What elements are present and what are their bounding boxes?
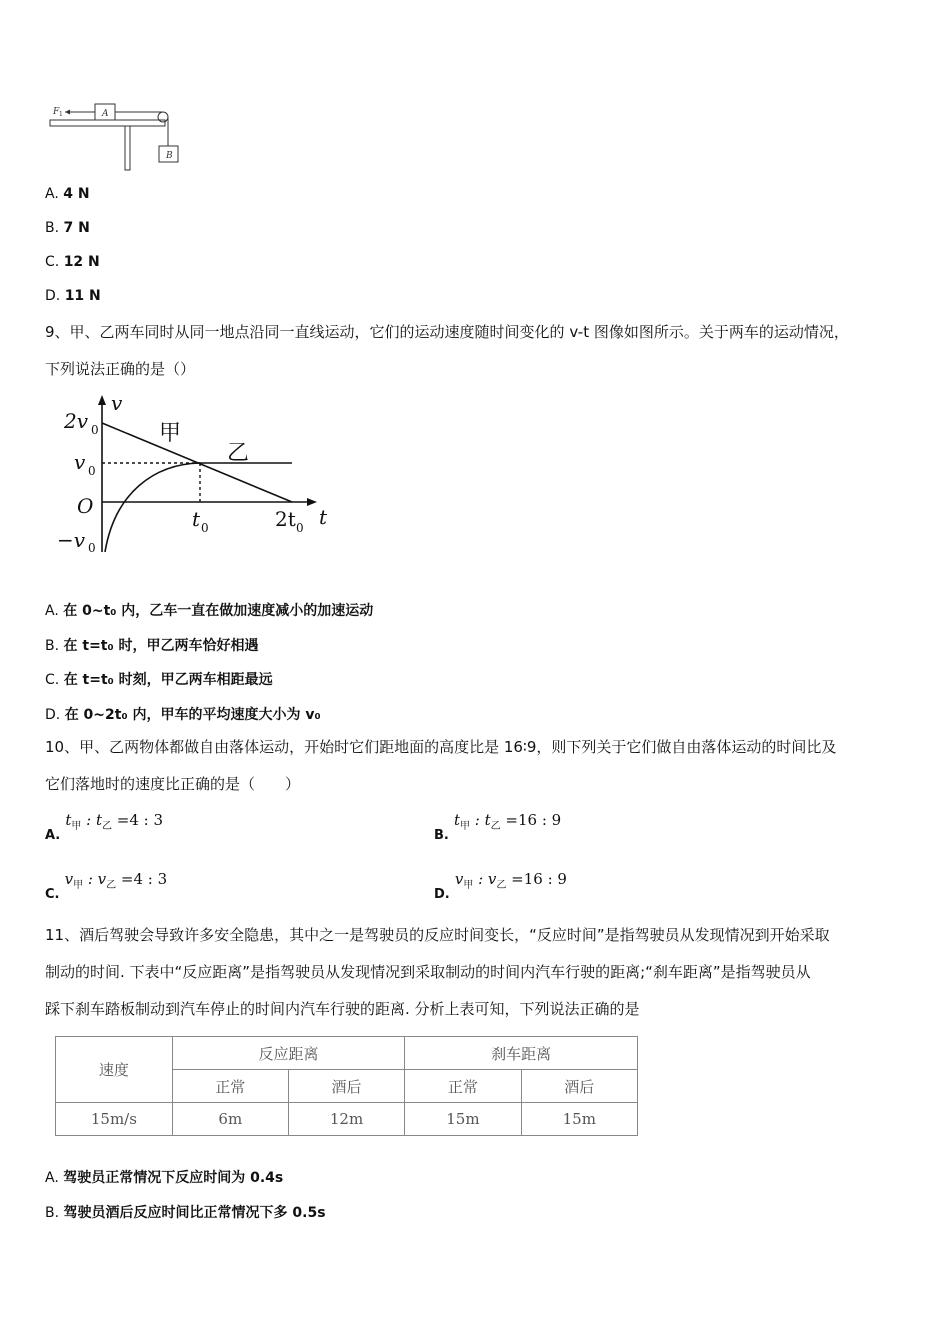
header-reaction-normal: 正常 (172, 1070, 288, 1103)
q8-option-c: C. 12 N (45, 254, 100, 270)
block-b-label: B (166, 151, 173, 161)
cell-speed: 15m/s (56, 1103, 173, 1136)
cell-braking-drunk: 15m (521, 1103, 637, 1136)
x-arrow (307, 498, 317, 506)
q10-stem-line1: 10、甲、乙两物体都做自由落体运动，开始时它们距地面的高度比是 16∶9，则下列关于它们做自由落体运动的时间比及 (45, 738, 837, 756)
q10-stem-line2: 它们落地时的速度比正确的是（ ） (45, 775, 301, 793)
force-subscript: 1 (59, 111, 63, 118)
y-axis-label: v (111, 392, 123, 415)
q9-option-a: A. 在 0~t₀ 内，乙车一直在做加速度减小的加速运动 (45, 603, 374, 619)
force-label: F (53, 107, 60, 117)
q9-option-d: D. 在 0~2t₀ 内，甲车的平均速度大小为 v₀ (45, 707, 321, 723)
q11-stem-line2: 制动的时间. 下表中“反应距离”是指驾驶员从发现情况到采取制动的时间内汽车行驶的距离;“刹车距离”是指驾驶员从 (45, 963, 811, 981)
cell-braking-normal: 15m (405, 1103, 521, 1136)
q11-stem-line1: 11、酒后驾驶会导致许多安全隐患，其中之一是驾驶员的反应时间变长，“反应时间”是指驾驶员从发现情况到开始采取 (45, 926, 830, 944)
header-speed: 速度 (56, 1037, 173, 1103)
pulley-diagram (45, 98, 185, 172)
q8-option-a: A. 4 N (45, 186, 90, 202)
q8-option-d: D. 11 N (45, 288, 101, 304)
q10-option-d: $_{D.}$ $v_甲$ : $v_乙 =16$ : 9 (434, 870, 567, 902)
tick-2v0-sub: 0 (91, 423, 99, 437)
tick-neg-v0: −v (57, 528, 86, 552)
tick-t0: t (192, 507, 201, 531)
label-yi: 乙 (227, 441, 250, 466)
vt-graph (55, 392, 345, 562)
tick-v0-sub: 0 (88, 464, 96, 478)
tick-2t0: 2t (275, 507, 296, 531)
tick-v0: v (74, 450, 86, 474)
tick-2t0-sub: 0 (296, 521, 304, 535)
q10-option-a: $_{A.}$ $t_甲$ : $t_乙 =4$ : 3 (45, 811, 164, 843)
table-row (56, 1103, 638, 1136)
y-arrow (98, 395, 106, 405)
q10-option-c: $_{C.}$ $v_甲$ : $v_乙 =4$ : 3 (45, 870, 168, 902)
tick-neg-v0-sub: 0 (88, 541, 96, 555)
label-jia: 甲 (159, 421, 182, 446)
header-braking: 刹车距离 (405, 1037, 638, 1070)
force-arrow-head (65, 110, 70, 115)
header-braking-drunk: 酒后 (521, 1070, 637, 1103)
origin-label: O (77, 494, 94, 518)
q8-option-b: B. 7 N (45, 220, 90, 236)
x-axis-label: t (319, 505, 328, 529)
table-leg (125, 126, 130, 170)
header-reaction-drunk: 酒后 (288, 1070, 404, 1103)
block-a-label: A (102, 109, 109, 119)
curve-yi (105, 463, 200, 552)
cell-reaction-normal: 6m (172, 1103, 288, 1136)
cell-reaction-drunk: 12m (288, 1103, 404, 1136)
q9-stem-line1: 9、甲、乙两车同时从同一地点沿同一直线运动，它们的运动速度随时间变化的 v-t 图像如图所示。关于两车的运动情况， (45, 323, 849, 341)
table-surface (50, 120, 165, 126)
tick-t0-sub: 0 (201, 521, 209, 535)
header-reaction: 反应距离 (172, 1037, 404, 1070)
q9-option-b: B. 在 t=t₀ 时，甲乙两车恰好相遇 (45, 638, 259, 654)
q11-option-b: B. 驾驶员酒后反应时间比正常情况下多 0.5s (45, 1205, 326, 1221)
tick-2v0: 2v (64, 409, 89, 433)
q11-option-a: A. 驾驶员正常情况下反应时间为 0.4s (45, 1170, 284, 1186)
header-braking-normal: 正常 (405, 1070, 521, 1103)
q11-stem-line3: 踩下刹车踏板制动到汽车停止的时间内汽车行驶的距离. 分析上表可知，下列说法正确的是 (45, 1000, 640, 1018)
q10-option-b: $_{B.}$ $t_甲$ : $t_乙 =16$ : 9 (434, 811, 562, 843)
q9-option-c: C. 在 t=t₀ 时刻，甲乙两车相距最远 (45, 672, 273, 688)
distance-table (55, 1036, 638, 1136)
q9-stem-line2: 下列说法正确的是（） (45, 360, 196, 378)
